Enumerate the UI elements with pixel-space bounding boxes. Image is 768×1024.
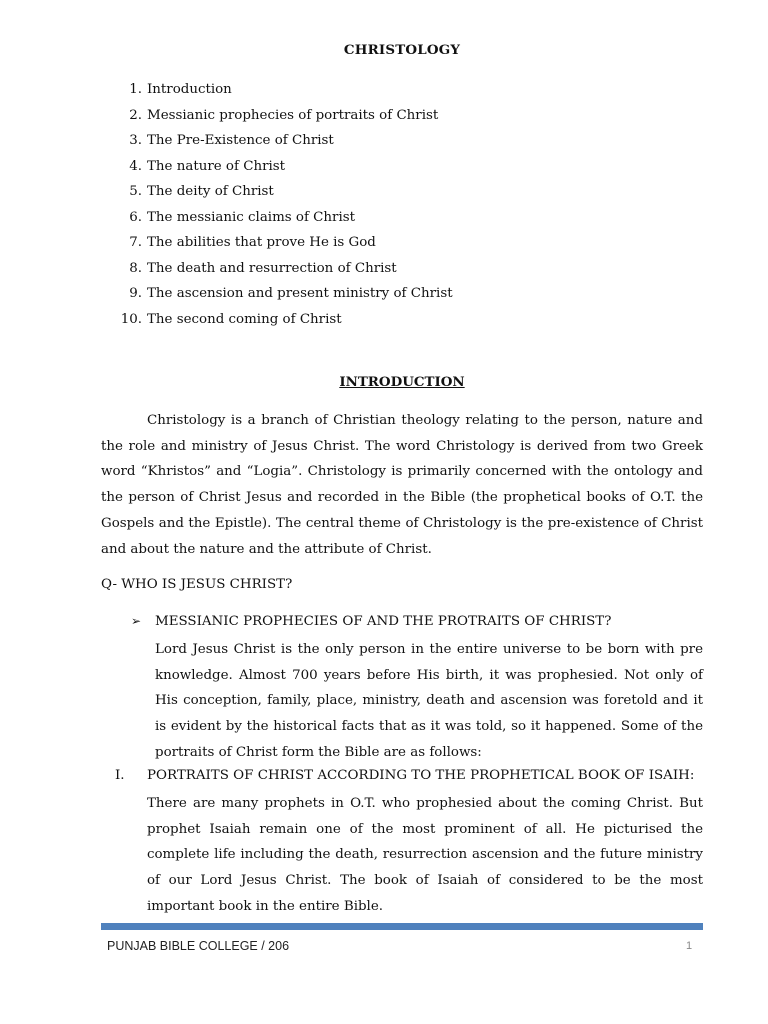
toc-number: 7. [129,235,142,250]
introduction-paragraph: Christology is a branch of Christian theology relating to the person, nature and the role and ministry of Jesus Christ. The word Christology is derived from two Greek word “Khristos” and “Logia”. Christology is primarily concerned with the ontology and the person of Christ Jesus and recorded in the Bible (the prophetical books of O.T. the Gospels and the Epistle). The central theme of Christology is the pre-existence of Christ and about the nature and the attribute of Christ. [101,413,703,557]
toc-label: The messianic claims of Christ [147,210,355,225]
toc-number: 3. [129,133,142,148]
toc-number: 6. [129,210,142,225]
section-numeral: I. [115,768,125,783]
bullet-title: MESSIANIC PROPHECIES OF AND THE PROTRAITS OF CHRIST? [155,614,612,629]
page-title: CHRISTOLOGY [343,42,461,58]
toc-label: The ascension and present ministry of Christ [147,286,453,301]
toc-number: 2. [129,108,142,123]
toc-number: 4. [129,159,142,174]
toc-number: 1. [129,82,142,97]
toc-label: The deity of Christ [147,184,274,199]
introduction-heading: INTRODUCTION [339,374,465,390]
toc-label: The death and resurrection of Christ [147,261,397,276]
footer-rule [101,923,703,930]
toc-number: 8. [129,261,142,276]
toc-label: Introduction [147,82,232,97]
toc-number: 10. [120,312,142,327]
toc-label: The nature of Christ [147,159,286,174]
toc-number: 5. [129,184,142,199]
page-number: 1 [686,940,693,952]
toc-label: The Pre-Existence of Christ [147,133,334,148]
bullet-paragraph: Lord Jesus Christ is the only person in the entire universe to be born with pre knowledge. Almost 700 years before His birth, it was prophesied. Not only of His conception, family, place, ministry, death and ascension was foretold and it is evident by the historical facts that as it was told, so it happened. Some of the portraits of Christ form the Bible are as follows: [155,642,703,760]
toc-number: 9. [129,286,142,301]
toc-label: Messianic prophecies of portraits of Christ [147,108,439,123]
toc-label: The abilities that prove He is God [147,235,376,250]
arrow-bullet-icon: ➢ [131,614,142,628]
question-heading: Q- WHO IS JESUS CHRIST? [101,577,293,592]
section-paragraph: There are many prophets in O.T. who prophesied about the coming Christ. But prophet Isaiah remain one of the most prominent of all. He picturised the complete life including the death, resurrection ascension and the future ministry of our Lord Jesus Christ. The book of Isaiah of considered to be the most important book in the entire Bible. [147,796,703,914]
footer-text: PUNJAB BIBLE COLLEGE / 206 [107,939,290,953]
toc-label: The second coming of Christ [147,312,342,327]
section-title: PORTRAITS OF CHRIST ACCORDING TO THE PROPHETICAL BOOK OF ISAIH: [147,768,695,783]
